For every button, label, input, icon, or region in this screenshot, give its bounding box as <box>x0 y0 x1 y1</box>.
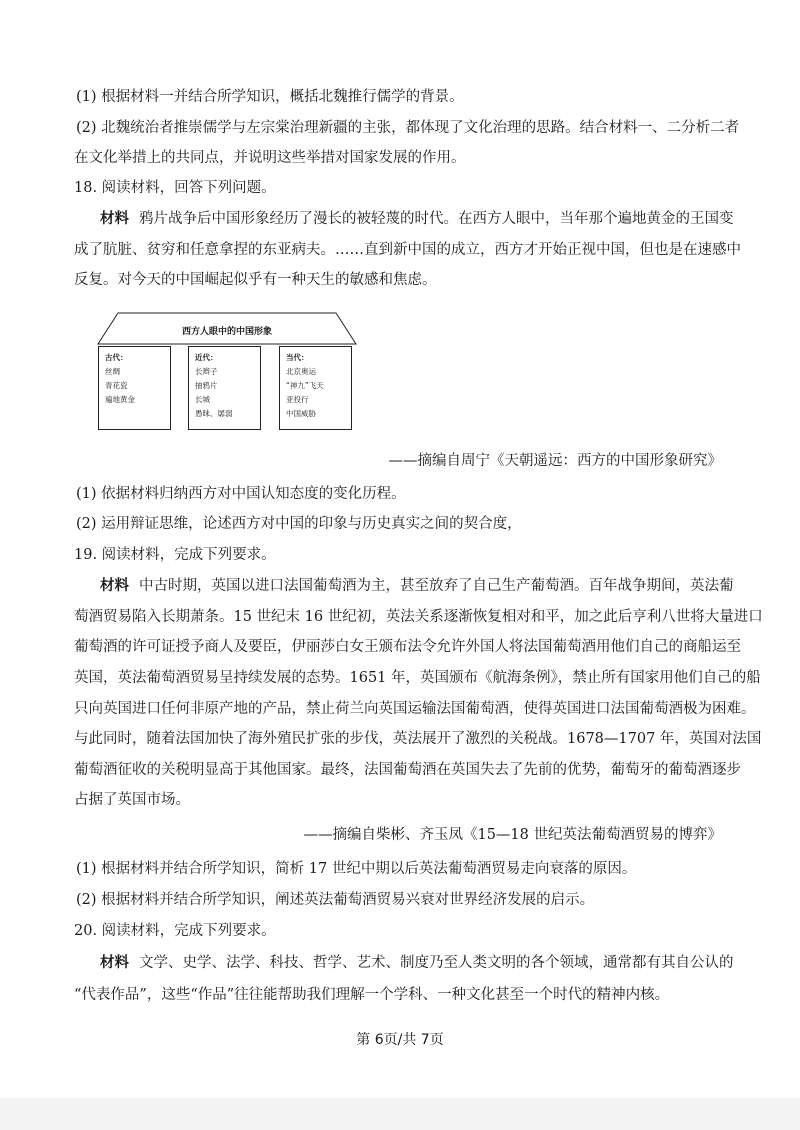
q18-material-line3: 反复。对今天的中国崛起似乎有一种天生的敏感和焦虑。 <box>74 272 437 288</box>
q19-material-line8: 占据了英国市场。 <box>74 792 190 808</box>
box-item: 北京奥运 <box>286 367 316 376</box>
q18-sub1: (1) 依据材料归纳西方对中国认知态度的变化历程。 <box>76 486 406 502</box>
box-heading: 当代： <box>286 353 309 362</box>
box-item: 愚昧、孱弱 <box>195 409 233 418</box>
diagram-title: 西方人眼中的中国形象 <box>181 327 272 337</box>
box-item: 长城 <box>195 395 210 404</box>
diagram-box-contemporary <box>279 346 352 430</box>
box-heading: 古代： <box>105 353 128 362</box>
q18-material-line1: 材料 鸦片战争后中国形象经历了漫长的被轻蔑的时代。在西方人眼中，当年那个遍地黄金的王国变 <box>100 210 734 227</box>
q19-material-line1: 材料 中古时期，英国以进口法国葡萄酒为主，甚至放弃了自己生产葡萄酒。百年战争期间，英法葡 <box>100 577 734 594</box>
q19-material-line5: 只向英国进口任何非原产地的产品，禁止荷兰向英国运输法国葡萄酒，使得英国进口法国葡萄酒极为困难。 <box>74 701 756 717</box>
q20-material-line1: 材料 文学、史学、法学、科技、哲学、艺术、制度乃至人类文明的各个领域，通常都有其自公认的 <box>100 954 734 971</box>
q19-material-line2: 萄酒贸易陷入长期萧条。15 世纪末 16 世纪初，英法关系逐渐恢复相对和平，加之此后亨利八世将大量进口 <box>74 609 763 625</box>
material-label: 材料 <box>100 210 129 227</box>
q19-sub2: (2) 根据材料并结合所学知识，阐述英法葡萄酒贸易兴衰对世界经济发展的启示。 <box>76 892 595 908</box>
q19-material-line6: 与此同时，随着法国加快了海外殖民扩张的步伐，英法展开了激烈的关税战。1678—1707 年，英国对法国 <box>74 731 762 747</box>
page-number: 第 6页/共 7页 <box>356 1032 444 1048</box>
q19-sub1: (1) 根据材料并结合所学知识，简析 17 世纪中期以后英法葡萄酒贸易走向衰落的原因。 <box>76 861 637 877</box>
q18-sub2: (2) 运用辩证思维，论述西方对中国的印象与历史真实之间的契合度， <box>76 516 522 532</box>
material-label: 材料 <box>100 577 129 594</box>
q18-source: ——摘编自周宁《天朝遥远：西方的中国形象研究》 <box>388 453 722 469</box>
q18-material-line2: 成了肮脏、贫穷和任意拿捏的东亚病夫。……直到新中国的成立，西方才开始正视中国，但也是在速感中 <box>74 242 741 258</box>
box-item: 丝绸 <box>105 367 120 376</box>
box-item: 长辫子 <box>195 367 218 376</box>
box-item: 遍地黄金 <box>105 395 135 404</box>
q19-material-line3: 葡萄酒的许可证授予商人及要臣，伊丽莎白女王颁布法令允许外国人将法国葡萄酒用他们自己的商船运至 <box>74 639 741 655</box>
q19-heading: 19. 阅读材料，完成下列要求。 <box>74 547 276 563</box>
box-item: 亚投行 <box>286 395 309 404</box>
scan-bottom-strip <box>0 1098 800 1130</box>
q17-sub2-line2: 在文化举措上的共同点，并说明这些举措对国家发展的作用。 <box>74 150 466 166</box>
diagram-box-ancient <box>98 346 171 430</box>
box-item: 中国威胁 <box>286 409 316 418</box>
q19-material-line4: 英国，英法葡萄酒贸易呈持续发展的态势。1651 年，英国颁布《航海条例》，禁止所有国家用他们自己的船 <box>74 670 761 686</box>
china-image-diagram <box>96 312 358 434</box>
q17-sub2-line1: (2) 北魏统治者推崇儒学与左宗棠治理新疆的主张，都体现了文化治理的思路。结合材料一、二分析二者 <box>76 120 740 136</box>
box-item: 青花瓷 <box>105 381 128 390</box>
diagram-box-modern <box>188 346 261 430</box>
q20-heading: 20. 阅读材料，完成下列要求。 <box>74 923 276 939</box>
box-heading: 近代： <box>195 353 218 362</box>
box-item: “神九”飞天 <box>286 381 324 390</box>
box-item: 抽鸦片 <box>195 381 218 390</box>
q18-heading: 18. 阅读材料，回答下列问题。 <box>74 180 276 196</box>
q19-source: ——摘编自柴彬、齐玉凤《15—18 世纪英法葡萄酒贸易的博弈》 <box>303 827 722 843</box>
q17-sub1: (1) 根据材料一并结合所学知识，概括北魏推行儒学的背景。 <box>76 89 464 105</box>
q19-material-line7: 葡萄酒征收的关税明显高于其他国家。最终，法国葡萄酒在英国失去了先前的优势，葡萄牙的葡萄酒逐步 <box>74 762 741 778</box>
q20-material-line2: “代表作品”，这些“作品”往往能帮助我们理解一个学科、一种文化甚至一个时代的精神内核。 <box>74 987 670 1003</box>
material-label: 材料 <box>100 954 129 971</box>
